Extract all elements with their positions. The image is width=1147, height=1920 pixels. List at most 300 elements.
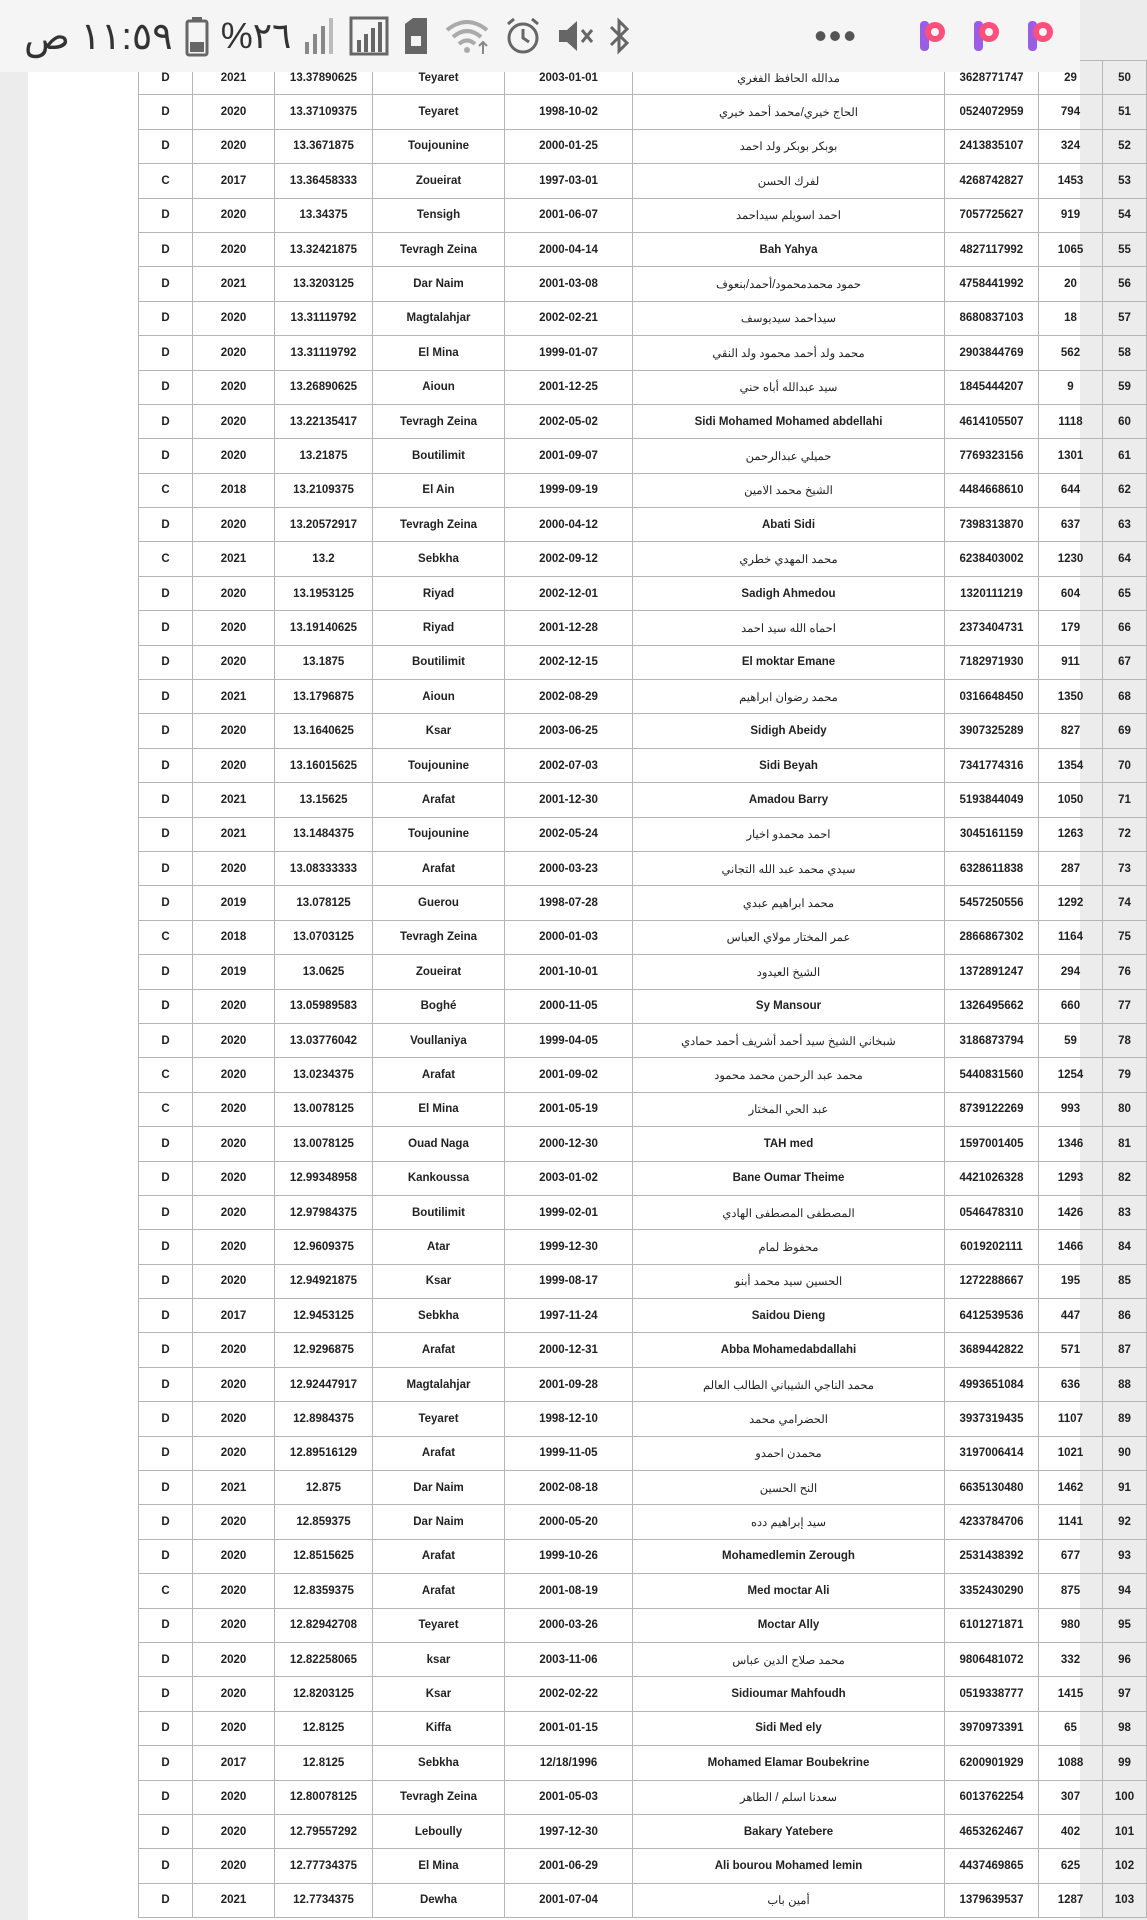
birthdate-cell: 2000-11-05 [505, 989, 633, 1023]
grade-cell: D [139, 95, 193, 129]
code-cell: 29 [1039, 61, 1103, 95]
page-margin [0, 72, 28, 1920]
town-cell: Arafat [373, 1058, 505, 1092]
grade-cell: D [139, 1471, 193, 1505]
score-cell: 13.1484375 [275, 817, 373, 851]
code-cell: 1350 [1039, 680, 1103, 714]
grade-cell: C [139, 1574, 193, 1608]
town-cell: El Mina [373, 336, 505, 370]
birthdate-cell: 2001-12-30 [505, 783, 633, 817]
year-cell: 2020 [193, 508, 275, 542]
signal-icon [303, 16, 337, 56]
birthdate-cell: 2001-06-29 [505, 1849, 633, 1883]
code-cell: 660 [1039, 989, 1103, 1023]
pinterest-icon [1024, 18, 1060, 54]
year-cell: 2020 [193, 1127, 275, 1161]
id-number-cell: 4614105507 [945, 404, 1039, 438]
town-cell: Dar Naim [373, 1505, 505, 1539]
score-cell: 13.36458333 [275, 164, 373, 198]
grade-cell: D [139, 508, 193, 542]
rank-cell: 95 [1103, 1608, 1147, 1642]
grade-cell: D [139, 1264, 193, 1298]
id-number-cell: 0316648450 [945, 680, 1039, 714]
score-cell: 13.078125 [275, 886, 373, 920]
town-cell: Toujounine [373, 129, 505, 163]
grade-cell: D [139, 301, 193, 335]
score-cell: 12.94921875 [275, 1264, 373, 1298]
rank-cell: 97 [1103, 1677, 1147, 1711]
name-cell: Mohamedlemin Zerough [633, 1539, 945, 1573]
name-cell: بوبكر بوبكر ولد احمد [633, 129, 945, 163]
rank-cell: 58 [1103, 336, 1147, 370]
birthdate-cell: 1997-11-24 [505, 1299, 633, 1333]
score-cell: 13.05989583 [275, 989, 373, 1023]
table-row [139, 783, 1147, 817]
town-cell: Arafat [373, 1574, 505, 1608]
score-cell: 12.77734375 [275, 1849, 373, 1883]
table-row [139, 1367, 1147, 1401]
table-row [139, 817, 1147, 851]
score-cell: 13.31119792 [275, 301, 373, 335]
table-row [139, 1264, 1147, 1298]
birthdate-cell: 2001-01-15 [505, 1711, 633, 1745]
town-cell: Magtalahjar [373, 301, 505, 335]
year-cell: 2020 [193, 851, 275, 885]
year-cell: 2020 [193, 989, 275, 1023]
score-cell: 13.0703125 [275, 920, 373, 954]
code-cell: 332 [1039, 1642, 1103, 1676]
id-number-cell: 4758441992 [945, 267, 1039, 301]
name-cell: Sadigh Ahmedou [633, 576, 945, 610]
pinterest-icon [916, 18, 952, 54]
table-row [139, 1642, 1147, 1676]
table-row [139, 920, 1147, 954]
grade-cell: D [139, 404, 193, 438]
code-cell: 562 [1039, 336, 1103, 370]
rank-cell: 61 [1103, 439, 1147, 473]
code-cell: 195 [1039, 1264, 1103, 1298]
grade-cell: D [139, 1642, 193, 1676]
alarm-icon [503, 16, 543, 56]
grade-cell: D [139, 989, 193, 1023]
rank-cell: 77 [1103, 989, 1147, 1023]
score-cell: 13.0078125 [275, 1092, 373, 1126]
id-number-cell: 1372891247 [945, 955, 1039, 989]
rank-cell: 64 [1103, 542, 1147, 576]
birthdate-cell: 2002-05-02 [505, 404, 633, 438]
table-row [139, 267, 1147, 301]
grade-cell: D [139, 1195, 193, 1229]
year-cell: 2020 [193, 129, 275, 163]
grade-cell: D [139, 1711, 193, 1745]
town-cell: Kankoussa [373, 1161, 505, 1195]
name-cell: Abati Sidi [633, 508, 945, 542]
code-cell: 1230 [1039, 542, 1103, 576]
score-cell: 13.1796875 [275, 680, 373, 714]
table-row [139, 232, 1147, 266]
code-cell: 677 [1039, 1539, 1103, 1573]
name-cell: النح الحسين [633, 1471, 945, 1505]
table-row [139, 198, 1147, 232]
rank-cell: 52 [1103, 129, 1147, 163]
score-cell: 13.37890625 [275, 61, 373, 95]
id-number-cell: 4421026328 [945, 1161, 1039, 1195]
code-cell: 1301 [1039, 439, 1103, 473]
town-cell: Dar Naim [373, 267, 505, 301]
town-cell: El Mina [373, 1092, 505, 1126]
town-cell: Arafat [373, 783, 505, 817]
year-cell: 2020 [193, 1539, 275, 1573]
code-cell: 993 [1039, 1092, 1103, 1126]
rank-cell: 86 [1103, 1299, 1147, 1333]
grade-cell: D [139, 1127, 193, 1161]
id-number-cell: 1326495662 [945, 989, 1039, 1023]
table-row [139, 439, 1147, 473]
name-cell: الشيخ العيدود [633, 955, 945, 989]
year-cell: 2020 [193, 439, 275, 473]
town-cell: Aioun [373, 680, 505, 714]
town-cell: Toujounine [373, 748, 505, 782]
table-row [139, 1471, 1147, 1505]
score-cell: 13.37109375 [275, 95, 373, 129]
year-cell: 2017 [193, 1746, 275, 1780]
code-cell: 402 [1039, 1814, 1103, 1848]
table-row [139, 1333, 1147, 1367]
town-cell: Ksar [373, 1264, 505, 1298]
grade-cell: D [139, 439, 193, 473]
name-cell: سيدي محمد عبد الله التجاني [633, 851, 945, 885]
rank-cell: 94 [1103, 1574, 1147, 1608]
rank-cell: 87 [1103, 1333, 1147, 1367]
year-cell: 2020 [193, 611, 275, 645]
code-cell: 18 [1039, 301, 1103, 335]
table-row [139, 542, 1147, 576]
id-number-cell: 1379639537 [945, 1883, 1039, 1917]
code-cell: 287 [1039, 851, 1103, 885]
town-cell: El Mina [373, 1849, 505, 1883]
id-number-cell: 4268742827 [945, 164, 1039, 198]
town-cell: Dar Naim [373, 1471, 505, 1505]
table-row [139, 989, 1147, 1023]
code-cell: 1287 [1039, 1883, 1103, 1917]
birthdate-cell: 2000-01-03 [505, 920, 633, 954]
name-cell: Bah Yahya [633, 232, 945, 266]
id-number-cell: 2866867302 [945, 920, 1039, 954]
name-cell: Sidigh Abeidy [633, 714, 945, 748]
id-number-cell: 8739122269 [945, 1092, 1039, 1126]
signal-icon [349, 16, 389, 56]
table-row [139, 1746, 1147, 1780]
grade-cell: D [139, 1677, 193, 1711]
score-cell: 13.03776042 [275, 1023, 373, 1057]
table-row [139, 1677, 1147, 1711]
name-cell: محمد ابراهيم عبدي [633, 886, 945, 920]
rank-cell: 50 [1103, 61, 1147, 95]
code-cell: 324 [1039, 129, 1103, 163]
birthdate-cell: 2003-01-01 [505, 61, 633, 95]
grade-cell: D [139, 1608, 193, 1642]
year-cell: 2021 [193, 61, 275, 95]
town-cell: Kiffa [373, 1711, 505, 1745]
rank-cell: 91 [1103, 1471, 1147, 1505]
name-cell: Sy Mansour [633, 989, 945, 1023]
name-cell: محفوظ لمام [633, 1230, 945, 1264]
code-cell: 1292 [1039, 886, 1103, 920]
year-cell: 2020 [193, 1677, 275, 1711]
birthdate-cell: 2001-06-07 [505, 198, 633, 232]
town-cell: Ksar [373, 1677, 505, 1711]
rank-cell: 63 [1103, 508, 1147, 542]
name-cell: محمد المهدي خطري [633, 542, 945, 576]
table-row [139, 748, 1147, 782]
more-icon[interactable]: ••• [814, 15, 858, 56]
code-cell: 911 [1039, 645, 1103, 679]
grade-cell: D [139, 1161, 193, 1195]
year-cell: 2020 [193, 232, 275, 266]
grade-cell: D [139, 370, 193, 404]
year-cell: 2020 [193, 1092, 275, 1126]
code-cell: 1141 [1039, 1505, 1103, 1539]
table-body [139, 61, 1147, 1918]
id-number-cell: 3937319435 [945, 1402, 1039, 1436]
code-cell: 980 [1039, 1608, 1103, 1642]
code-cell: 1164 [1039, 920, 1103, 954]
birthdate-cell: 2001-12-25 [505, 370, 633, 404]
grade-cell: D [139, 955, 193, 989]
town-cell: Magtalahjar [373, 1367, 505, 1401]
name-cell: Ali bourou Mohamed lemin [633, 1849, 945, 1883]
table-row [139, 404, 1147, 438]
grade-cell: C [139, 1092, 193, 1126]
rank-cell: 83 [1103, 1195, 1147, 1229]
rank-cell: 60 [1103, 404, 1147, 438]
birthdate-cell: 2003-11-06 [505, 1642, 633, 1676]
birthdate-cell: 2000-01-25 [505, 129, 633, 163]
id-number-cell: 3628771747 [945, 61, 1039, 95]
town-cell: Ksar [373, 714, 505, 748]
table-row [139, 1230, 1147, 1264]
name-cell: حمود محمدمحمود/أحمد/بنعوف [633, 267, 945, 301]
year-cell: 2020 [193, 1608, 275, 1642]
year-cell: 2020 [193, 1023, 275, 1057]
code-cell: 1118 [1039, 404, 1103, 438]
code-cell: 1346 [1039, 1127, 1103, 1161]
table-row [139, 886, 1147, 920]
name-cell: سعدنا اسلم / الطاهر [633, 1780, 945, 1814]
code-cell: 827 [1039, 714, 1103, 748]
score-cell: 13.34375 [275, 198, 373, 232]
rank-cell: 98 [1103, 1711, 1147, 1745]
score-cell: 13.1953125 [275, 576, 373, 610]
year-cell: 2021 [193, 542, 275, 576]
id-number-cell: 0519338777 [945, 1677, 1039, 1711]
table-row [139, 164, 1147, 198]
town-cell: Arafat [373, 1436, 505, 1470]
code-cell: 644 [1039, 473, 1103, 507]
town-cell: ksar [373, 1642, 505, 1676]
name-cell: مدالله الحافظ الفغري [633, 61, 945, 95]
town-cell: Boutilimit [373, 1195, 505, 1229]
name-cell: لفرك الحسن [633, 164, 945, 198]
rank-cell: 74 [1103, 886, 1147, 920]
town-cell: Tevragh Zeina [373, 404, 505, 438]
id-number-cell: 5193844049 [945, 783, 1039, 817]
name-cell: Med moctar Ali [633, 1574, 945, 1608]
rank-cell: 101 [1103, 1814, 1147, 1848]
grade-cell: D [139, 61, 193, 95]
year-cell: 2021 [193, 1883, 275, 1917]
name-cell: الشيخ محمد الامين [633, 473, 945, 507]
birthdate-cell: 2000-03-26 [505, 1608, 633, 1642]
code-cell: 875 [1039, 1574, 1103, 1608]
rank-cell: 66 [1103, 611, 1147, 645]
year-cell: 2020 [193, 1402, 275, 1436]
town-cell: Zoueirat [373, 164, 505, 198]
id-number-cell: 7182971930 [945, 645, 1039, 679]
rank-cell: 62 [1103, 473, 1147, 507]
name-cell: احمد اسويلم سيداحمد [633, 198, 945, 232]
year-cell: 2020 [193, 1436, 275, 1470]
table-row [139, 95, 1147, 129]
birthdate-cell: 2001-09-28 [505, 1367, 633, 1401]
year-cell: 2020 [193, 1849, 275, 1883]
town-cell: Sebkha [373, 542, 505, 576]
rank-cell: 67 [1103, 645, 1147, 679]
rank-cell: 57 [1103, 301, 1147, 335]
grade-cell: D [139, 1402, 193, 1436]
battery-percent: %٢٦ [220, 15, 292, 56]
grade-cell: D [139, 129, 193, 163]
battery-icon [185, 16, 209, 56]
pinterest-icon [970, 18, 1006, 54]
wifi-icon [443, 16, 491, 56]
name-cell: عمر المختار مولاي العباس [633, 920, 945, 954]
town-cell: Sebkha [373, 1299, 505, 1333]
grade-cell: D [139, 1505, 193, 1539]
grade-cell: D [139, 1023, 193, 1057]
name-cell: Moctar Ally [633, 1608, 945, 1642]
grade-cell: D [139, 817, 193, 851]
id-number-cell: 6200901929 [945, 1746, 1039, 1780]
grade-cell: C [139, 1058, 193, 1092]
table-row [139, 1505, 1147, 1539]
year-cell: 2020 [193, 1161, 275, 1195]
name-cell: عبد الحي المختار [633, 1092, 945, 1126]
year-cell: 2020 [193, 645, 275, 679]
score-cell: 13.22135417 [275, 404, 373, 438]
table-row [139, 1092, 1147, 1126]
year-cell: 2021 [193, 680, 275, 714]
year-cell: 2020 [193, 198, 275, 232]
document-page[interactable] [0, 71, 1135, 1920]
grade-cell: D [139, 267, 193, 301]
town-cell: Ouad Naga [373, 1127, 505, 1161]
town-cell: Boghé [373, 989, 505, 1023]
birthdate-cell: 2002-12-15 [505, 645, 633, 679]
id-number-cell: 9806481072 [945, 1642, 1039, 1676]
name-cell: شبخاني الشيخ سيد أحمد أشريف أحمد حمادي [633, 1023, 945, 1057]
table-row [139, 1023, 1147, 1057]
score-cell: 12.8515625 [275, 1539, 373, 1573]
birthdate-cell: 2002-12-01 [505, 576, 633, 610]
town-cell: Arafat [373, 1539, 505, 1573]
code-cell: 1426 [1039, 1195, 1103, 1229]
id-number-cell: 2531438392 [945, 1539, 1039, 1573]
grade-cell: D [139, 1436, 193, 1470]
name-cell: Sidi Beyah [633, 748, 945, 782]
town-cell: Leboully [373, 1814, 505, 1848]
id-number-cell: 6412539536 [945, 1299, 1039, 1333]
code-cell: 179 [1039, 611, 1103, 645]
rank-cell: 99 [1103, 1746, 1147, 1780]
birthdate-cell: 1997-03-01 [505, 164, 633, 198]
grade-cell: D [139, 783, 193, 817]
name-cell: سيد إبراهيم دده [633, 1505, 945, 1539]
code-cell: 1021 [1039, 1436, 1103, 1470]
id-number-cell: 1272288667 [945, 1264, 1039, 1298]
score-cell: 12.8125 [275, 1711, 373, 1745]
grade-cell: D [139, 748, 193, 782]
id-number-cell: 2413835107 [945, 129, 1039, 163]
year-cell: 2020 [193, 714, 275, 748]
birthdate-cell: 12/18/1996 [505, 1746, 633, 1780]
birthdate-cell: 2002-02-22 [505, 1677, 633, 1711]
table-row [139, 1780, 1147, 1814]
rank-cell: 70 [1103, 748, 1147, 782]
rank-cell: 88 [1103, 1367, 1147, 1401]
score-cell: 12.8984375 [275, 1402, 373, 1436]
id-number-cell: 6019202111 [945, 1230, 1039, 1264]
name-cell: محمد ولد أحمد محمود ولد النقي [633, 336, 945, 370]
table-row [139, 1058, 1147, 1092]
birthdate-cell: 2002-08-18 [505, 1471, 633, 1505]
birthdate-cell: 1999-09-19 [505, 473, 633, 507]
birthdate-cell: 2000-12-31 [505, 1333, 633, 1367]
town-cell: Boutilimit [373, 645, 505, 679]
id-number-cell: 4827117992 [945, 232, 1039, 266]
code-cell: 1050 [1039, 783, 1103, 817]
year-cell: 2020 [193, 370, 275, 404]
birthdate-cell: 1999-04-05 [505, 1023, 633, 1057]
name-cell: حميلي عبدالرحمن [633, 439, 945, 473]
id-number-cell: 3186873794 [945, 1023, 1039, 1057]
birthdate-cell: 2001-10-01 [505, 955, 633, 989]
code-cell: 637 [1039, 508, 1103, 542]
birthdate-cell: 2002-07-03 [505, 748, 633, 782]
table-row [139, 1849, 1147, 1883]
score-cell: 13.08333333 [275, 851, 373, 885]
birthdate-cell: 2002-09-12 [505, 542, 633, 576]
birthdate-cell: 2002-08-29 [505, 680, 633, 714]
grade-cell: C [139, 920, 193, 954]
birthdate-cell: 2000-04-12 [505, 508, 633, 542]
id-number-cell: 1845444207 [945, 370, 1039, 404]
id-number-cell: 5440831560 [945, 1058, 1039, 1092]
score-cell: 13.16015625 [275, 748, 373, 782]
birthdate-cell: 1998-12-10 [505, 1402, 633, 1436]
rank-cell: 103 [1103, 1883, 1147, 1917]
year-cell: 2020 [193, 1505, 275, 1539]
table-row [139, 1711, 1147, 1745]
score-cell: 12.9453125 [275, 1299, 373, 1333]
code-cell: 20 [1039, 267, 1103, 301]
code-cell: 59 [1039, 1023, 1103, 1057]
year-cell: 2017 [193, 164, 275, 198]
code-cell: 1354 [1039, 748, 1103, 782]
code-cell: 1088 [1039, 1746, 1103, 1780]
code-cell: 571 [1039, 1333, 1103, 1367]
id-number-cell: 6013762254 [945, 1780, 1039, 1814]
